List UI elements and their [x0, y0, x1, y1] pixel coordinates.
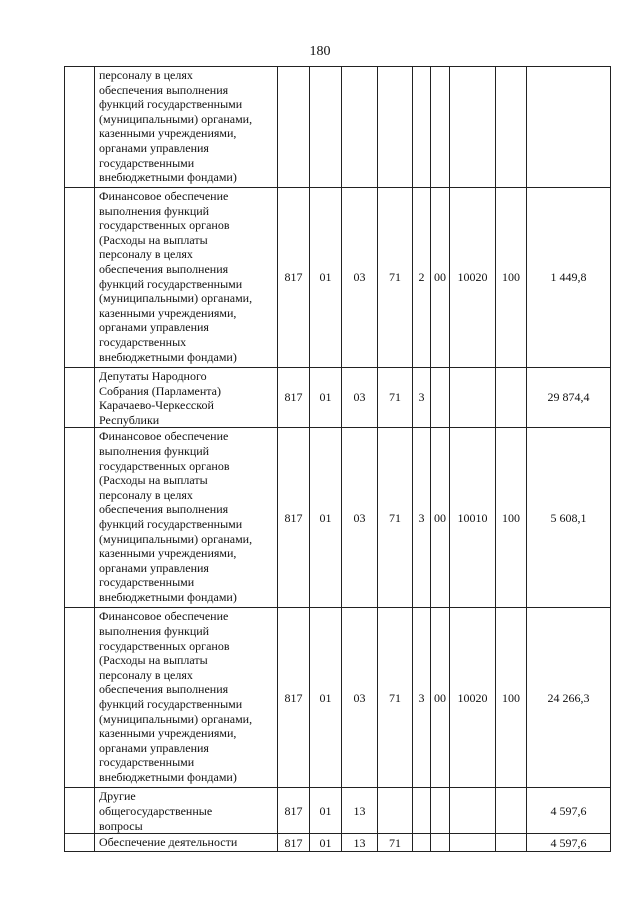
description-line: казенными учреждениями,	[99, 546, 237, 561]
program-cell: 71	[378, 834, 413, 852]
description-line: Карачаево-Черкесской	[99, 398, 214, 413]
description-cell	[95, 608, 278, 788]
expense-type-cell	[496, 368, 527, 428]
blank-cell	[65, 608, 95, 788]
ministry-code-cell: 817	[278, 788, 310, 834]
description-line: Другие	[99, 789, 136, 804]
description-line: внебюджетными фондами)	[99, 589, 237, 604]
subsection-cell: 03	[342, 428, 378, 608]
amount-cell: 5 608,1	[527, 428, 611, 608]
description-line: обеспечения выполнения	[99, 502, 229, 517]
page-number: 180	[309, 44, 331, 59]
program-cell: 71	[378, 188, 413, 368]
expense-type-cell: 100	[496, 428, 527, 608]
amount-cell	[527, 67, 611, 188]
description-line: казенными учреждениями,	[99, 305, 237, 320]
ministry-code-cell: 817	[278, 834, 310, 852]
section-cell: 01	[310, 788, 342, 834]
section-cell: 01	[310, 368, 342, 428]
table-row	[65, 67, 611, 188]
subsection-cell: 03	[342, 368, 378, 428]
table-row	[65, 788, 611, 834]
subprogram-cell	[413, 788, 431, 834]
description-line: выполнения функций	[99, 443, 210, 458]
description-line: казенными учреждениями,	[99, 126, 237, 141]
description-line: государственных органов	[99, 638, 230, 653]
description-line: (муниципальными) органами,	[99, 291, 253, 306]
description-line: органами управления	[99, 740, 209, 755]
expense-type-cell	[496, 834, 527, 852]
section-cell: 01	[310, 428, 342, 608]
subsection-cell: 03	[342, 608, 378, 788]
description-line: обеспечения выполнения	[99, 82, 229, 97]
table-row	[65, 428, 611, 608]
description-line: Собрания (Парламента)	[99, 383, 221, 398]
description-line: внебюджетными фондами)	[99, 170, 237, 185]
section-cell: 01	[310, 188, 342, 368]
description-line: государственных	[99, 334, 187, 349]
description-line: (муниципальными) органами,	[99, 711, 253, 726]
description-line: (Расходы на выплаты	[99, 653, 208, 668]
description-line: государственных органов	[99, 218, 230, 233]
description-line: государственными	[99, 155, 195, 170]
program-cell: 71	[378, 608, 413, 788]
description-cell	[95, 67, 278, 188]
description-line: (Расходы на выплаты	[99, 473, 208, 488]
description-line: органами управления	[99, 140, 209, 155]
subprogram-cell: 3	[413, 608, 431, 788]
section-cell: 01	[310, 608, 342, 788]
description-cell	[95, 368, 278, 428]
group-cell	[431, 368, 450, 428]
amount-cell: 29 874,4	[527, 368, 611, 428]
description-line: персоналу в целях	[99, 487, 193, 502]
description-line: функций государственными	[99, 276, 243, 291]
description-line: внебюджетными фондами)	[99, 769, 237, 784]
subprogram-cell	[413, 67, 431, 188]
subprogram-cell: 2	[413, 188, 431, 368]
description-line: вопросы	[99, 818, 143, 833]
blank-cell	[65, 67, 95, 188]
description-cell	[95, 788, 278, 834]
description-cell	[95, 834, 278, 852]
description-line: казенными учреждениями,	[99, 726, 237, 741]
description-line: Финансовое обеспечение	[99, 429, 229, 444]
subsection-cell: 03	[342, 188, 378, 368]
amount-cell: 4 597,6	[527, 788, 611, 834]
program-cell	[378, 788, 413, 834]
description-line: органами управления	[99, 560, 209, 575]
direction-cell	[450, 834, 496, 852]
group-cell	[431, 788, 450, 834]
amount-cell: 4 597,6	[527, 834, 611, 852]
description-cell	[95, 188, 278, 368]
subprogram-cell: 3	[413, 428, 431, 608]
section-cell: 01	[310, 834, 342, 852]
description-line: выполнения функций	[99, 203, 210, 218]
blank-cell	[65, 428, 95, 608]
description-line: (муниципальными) органами,	[99, 111, 253, 126]
subsection-cell: 13	[342, 788, 378, 834]
direction-cell: 10020	[450, 188, 496, 368]
direction-cell	[450, 788, 496, 834]
program-cell: 71	[378, 368, 413, 428]
description-line: (Расходы на выплаты	[99, 232, 208, 247]
blank-cell	[65, 788, 95, 834]
description-line: органами управления	[99, 320, 209, 335]
description-line: обеспечения выполнения	[99, 682, 229, 697]
ministry-code-cell: 817	[278, 428, 310, 608]
table-row	[65, 368, 611, 428]
group-cell	[431, 67, 450, 188]
description-line: государственными	[99, 575, 195, 590]
description-line: (муниципальными) органами,	[99, 531, 253, 546]
subprogram-cell: 3	[413, 368, 431, 428]
direction-cell: 10020	[450, 608, 496, 788]
description-line: государственными	[99, 755, 195, 770]
table-row	[65, 608, 611, 788]
group-cell: 00	[431, 608, 450, 788]
description-line: Обеспечение деятельности	[99, 835, 238, 850]
description-line: внебюджетными фондами)	[99, 349, 237, 364]
table-row	[65, 834, 611, 852]
ministry-code-cell: 817	[278, 608, 310, 788]
description-line: функций государственными	[99, 97, 243, 112]
description-line: Депутаты Народного	[99, 369, 207, 383]
description-line: функций государственными	[99, 696, 243, 711]
description-cell	[95, 428, 278, 608]
program-cell: 71	[378, 428, 413, 608]
blank-cell	[65, 188, 95, 368]
description-line: персоналу в целях	[99, 68, 193, 82]
budget-table	[64, 66, 611, 852]
amount-cell: 24 266,3	[527, 608, 611, 788]
description-line: общегосударственные	[99, 803, 213, 818]
expense-type-cell	[496, 67, 527, 188]
subsection-cell: 13	[342, 834, 378, 852]
group-cell	[431, 834, 450, 852]
description-line: персоналу в целях	[99, 247, 193, 262]
direction-cell	[450, 368, 496, 428]
amount-cell: 1 449,8	[527, 188, 611, 368]
description-line: государственных органов	[99, 458, 230, 473]
description-line: функций государственными	[99, 516, 243, 531]
blank-cell	[65, 368, 95, 428]
ministry-code-cell: 817	[278, 368, 310, 428]
expense-type-cell: 100	[496, 188, 527, 368]
group-cell: 00	[431, 428, 450, 608]
description-line: выполнения функций	[99, 623, 210, 638]
section-cell	[310, 67, 342, 188]
description-line: Финансовое обеспечение	[99, 189, 229, 203]
subprogram-cell	[413, 834, 431, 852]
expense-type-cell	[496, 788, 527, 834]
group-cell: 00	[431, 188, 450, 368]
description-line: Финансовое обеспечение	[99, 609, 229, 624]
description-line: обеспечения выполнения	[99, 261, 229, 276]
ministry-code-cell: 817	[278, 188, 310, 368]
direction-cell	[450, 67, 496, 188]
program-cell	[378, 67, 413, 188]
ministry-code-cell	[278, 67, 310, 188]
description-line: Республики	[99, 412, 160, 427]
table-row	[65, 188, 611, 368]
subsection-cell	[342, 67, 378, 188]
direction-cell: 10010	[450, 428, 496, 608]
expense-type-cell: 100	[496, 608, 527, 788]
blank-cell	[65, 834, 95, 852]
description-line: персоналу в целях	[99, 667, 193, 682]
